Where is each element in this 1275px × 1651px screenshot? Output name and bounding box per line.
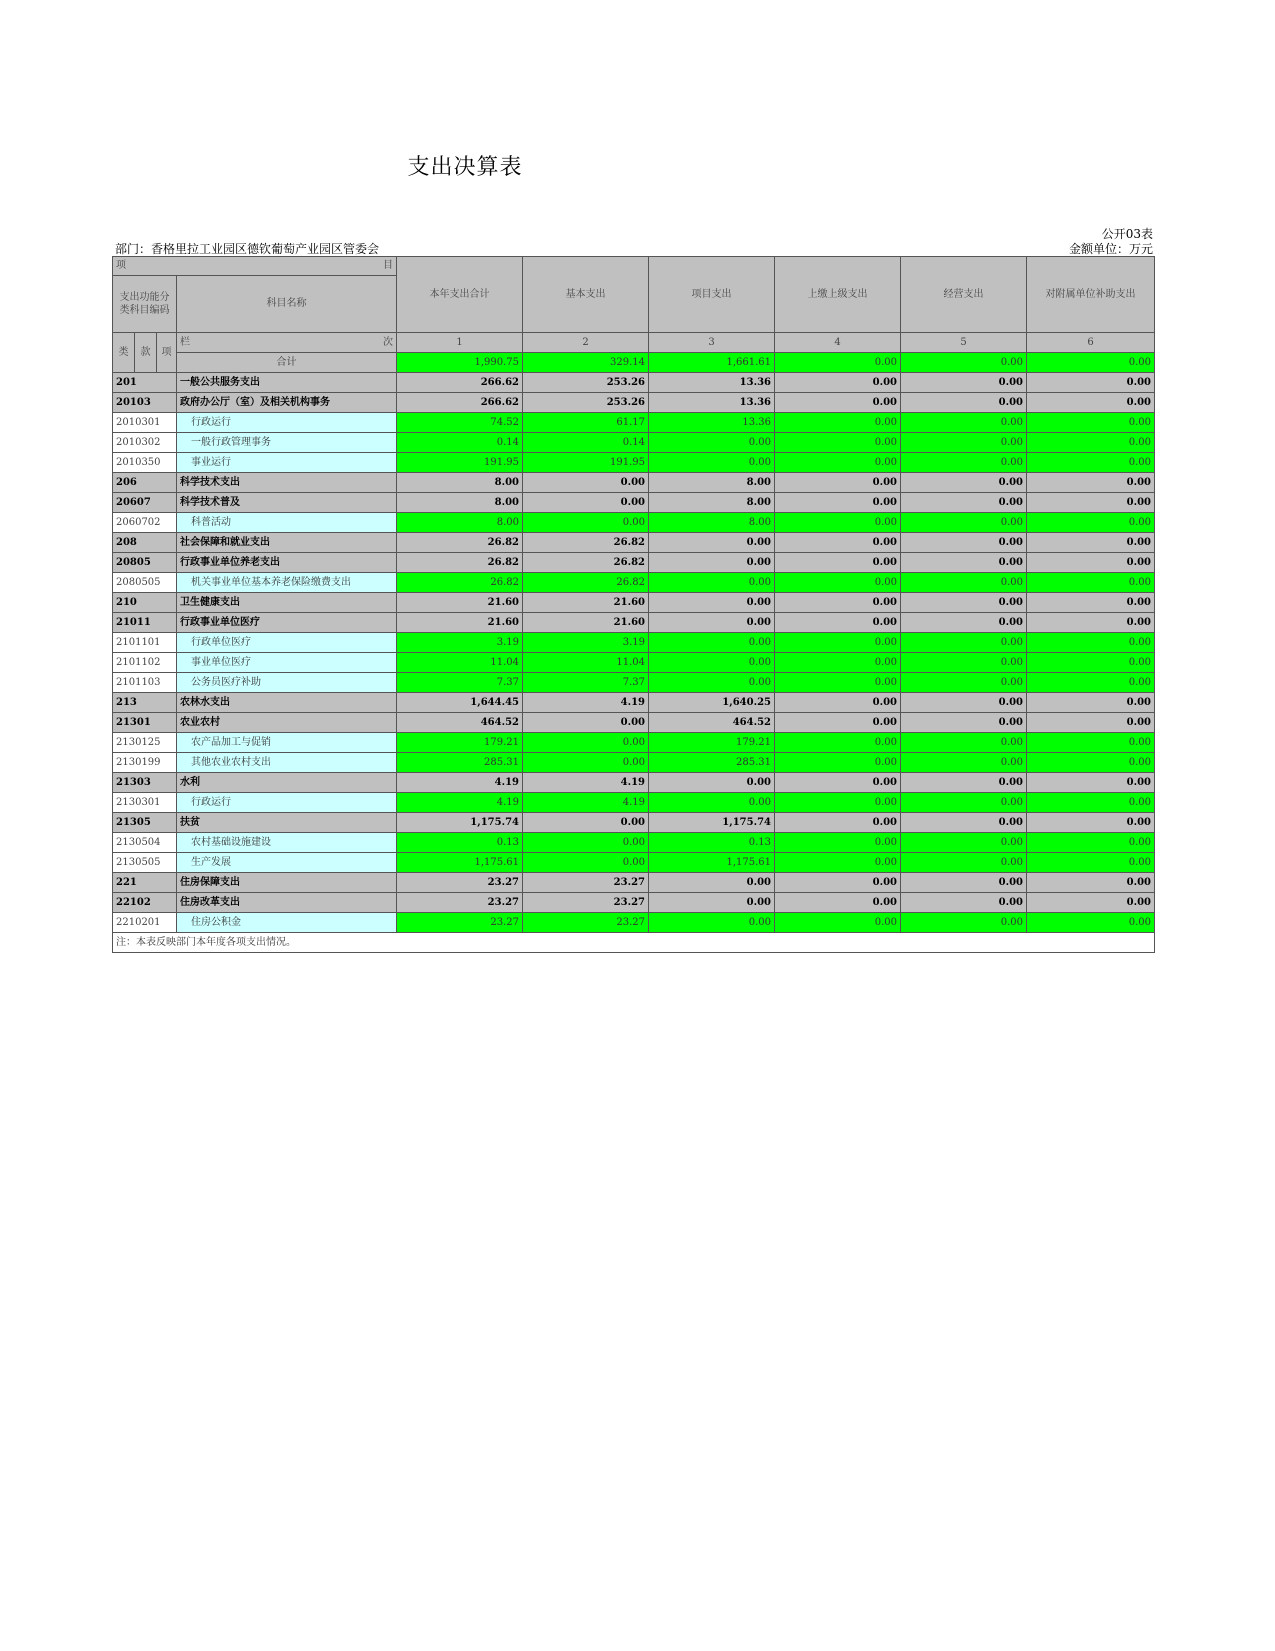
amount-cell: 0.00 [523, 473, 649, 493]
table-row [113, 593, 1155, 613]
col-header-4: 上缴上级支出 [775, 257, 901, 333]
subject-code: 2130199 [113, 753, 177, 773]
subject-name: 卫生健康支出 [177, 593, 397, 613]
amount-cell: 0.00 [901, 913, 1027, 933]
amount-cell: 1,175.61 [397, 853, 523, 873]
amount-cell: 0.00 [1027, 733, 1155, 753]
subject-name: 机关事业单位基本养老保险缴费支出 [177, 573, 397, 593]
amount-cell: 0.00 [649, 673, 775, 693]
amount-cell: 4.19 [523, 773, 649, 793]
amount-cell: 26.82 [397, 533, 523, 553]
subject-name: 住房公积金 [177, 913, 397, 933]
amount-cell: 191.95 [523, 453, 649, 473]
subject-name: 生产发展 [177, 853, 397, 873]
subject-code: 2101102 [113, 653, 177, 673]
amount-cell: 0.00 [1027, 593, 1155, 613]
amount-cell: 3.19 [397, 633, 523, 653]
amount-cell: 0.00 [775, 573, 901, 593]
subject-name: 政府办公厅（室）及相关机构事务 [177, 393, 397, 413]
amount-cell: 21.60 [397, 613, 523, 633]
subject-code: 21011 [113, 613, 177, 633]
subject-name: 科学技术普及 [177, 493, 397, 513]
amount-cell: 0.00 [649, 913, 775, 933]
form-number: 公开03表 [1101, 227, 1153, 241]
subject-code: 2130301 [113, 793, 177, 813]
amount-cell: 0.00 [1027, 833, 1155, 853]
amount-cell: 0.00 [775, 613, 901, 633]
amount-cell: 0.13 [397, 833, 523, 853]
amount-cell: 8.00 [649, 493, 775, 513]
amount-cell: 4.19 [523, 693, 649, 713]
amount-cell: 0.00 [901, 753, 1027, 773]
subject-name: 扶贫 [177, 813, 397, 833]
subject-code: 2010350 [113, 453, 177, 473]
total-value-6: 0.00 [1027, 353, 1155, 373]
amount-cell: 11.04 [523, 653, 649, 673]
column-number-6: 6 [1027, 333, 1155, 353]
subject-name: 农业农村 [177, 713, 397, 733]
table-row [113, 713, 1155, 733]
table-row [113, 493, 1155, 513]
subject-code: 2080505 [113, 573, 177, 593]
amount-cell: 23.27 [397, 873, 523, 893]
amount-cell: 7.37 [523, 673, 649, 693]
subject-code: 21301 [113, 713, 177, 733]
amount-cell: 0.00 [775, 473, 901, 493]
amount-cell: 0.00 [523, 713, 649, 733]
amount-cell: 23.27 [523, 873, 649, 893]
amount-cell: 8.00 [397, 513, 523, 533]
amount-cell: 21.60 [523, 613, 649, 633]
amount-cell: 0.00 [1027, 493, 1155, 513]
subject-code: 208 [113, 533, 177, 553]
amount-cell: 0.00 [1027, 853, 1155, 873]
amount-cell: 0.00 [775, 553, 901, 573]
subject-name: 行政事业单位医疗 [177, 613, 397, 633]
subject-code: 2101101 [113, 633, 177, 653]
subject-name: 行政运行 [177, 793, 397, 813]
amount-cell: 0.00 [901, 553, 1027, 573]
code-label: 支出功能分类科目编码 [113, 276, 177, 333]
page-title: 支出决算表 [407, 155, 523, 180]
table-row [113, 413, 1155, 433]
kuan-label: 款 [135, 333, 157, 373]
subject-name: 科普活动 [177, 513, 397, 533]
amount-cell: 0.00 [901, 493, 1027, 513]
table-row [113, 553, 1155, 573]
amount-cell: 0.00 [901, 533, 1027, 553]
amount-cell: 0.00 [649, 793, 775, 813]
amount-cell: 0.00 [775, 893, 901, 913]
amount-cell: 61.17 [523, 413, 649, 433]
amount-cell: 0.00 [1027, 913, 1155, 933]
amount-cell: 0.00 [775, 493, 901, 513]
amount-cell: 0.00 [901, 833, 1027, 853]
amount-cell: 13.36 [649, 413, 775, 433]
amount-cell: 0.00 [1027, 513, 1155, 533]
table-row [113, 453, 1155, 473]
amount-cell: 0.00 [523, 813, 649, 833]
col-header-2: 基本支出 [523, 257, 649, 333]
amount-cell: 253.26 [523, 393, 649, 413]
subject-name: 农林水支出 [177, 693, 397, 713]
table-row [113, 393, 1155, 413]
amount-cell: 0.00 [649, 633, 775, 653]
total-value-3: 1,661.61 [649, 353, 775, 373]
column-number-1: 1 [397, 333, 523, 353]
amount-cell: 0.00 [1027, 413, 1155, 433]
table-row [113, 613, 1155, 633]
amount-cell: 26.82 [523, 553, 649, 573]
amount-cell: 1,640.25 [649, 693, 775, 713]
amount-cell: 0.00 [775, 713, 901, 733]
amount-cell: 0.00 [1027, 813, 1155, 833]
amount-cell: 0.00 [649, 593, 775, 613]
column-number-4: 4 [775, 333, 901, 353]
amount-cell: 0.00 [775, 693, 901, 713]
subject-name: 事业单位医疗 [177, 653, 397, 673]
subject-name: 农村基础设施建设 [177, 833, 397, 853]
subject-name: 科学技术支出 [177, 473, 397, 493]
amount-cell: 4.19 [397, 773, 523, 793]
subject-code: 210 [113, 593, 177, 613]
subject-code: 221 [113, 873, 177, 893]
amount-cell: 0.14 [523, 433, 649, 453]
amount-cell: 0.00 [649, 553, 775, 573]
total-value-1: 1,990.75 [397, 353, 523, 373]
subject-code: 20805 [113, 553, 177, 573]
amount-cell: 0.00 [775, 413, 901, 433]
amount-cell: 21.60 [397, 593, 523, 613]
subject-code: 2130504 [113, 833, 177, 853]
amount-cell: 0.00 [775, 873, 901, 893]
amount-cell: 0.00 [523, 753, 649, 773]
subject-code: 22102 [113, 893, 177, 913]
table-row [113, 893, 1155, 913]
amount-cell: 0.00 [775, 373, 901, 393]
department-label: 部门：香格里拉工业园区德钦葡萄产业园区管委会 [115, 242, 380, 256]
table-row [113, 793, 1155, 813]
amount-cell: 0.00 [901, 853, 1027, 873]
amount-cell: 0.00 [649, 893, 775, 913]
amount-cell: 0.14 [397, 433, 523, 453]
amount-cell: 0.00 [901, 873, 1027, 893]
subject-code: 20103 [113, 393, 177, 413]
amount-cell: 23.27 [397, 893, 523, 913]
col-header-1: 本年支出合计 [397, 257, 523, 333]
amount-cell: 0.00 [901, 453, 1027, 473]
subject-name: 行政运行 [177, 413, 397, 433]
amount-cell: 0.00 [775, 773, 901, 793]
amount-cell: 0.00 [1027, 653, 1155, 673]
amount-cell: 0.00 [775, 753, 901, 773]
table-row [113, 673, 1155, 693]
amount-cell: 1,175.74 [649, 813, 775, 833]
subject-code: 2101103 [113, 673, 177, 693]
column-number-2: 2 [523, 333, 649, 353]
amount-cell: 4.19 [523, 793, 649, 813]
table-row [113, 733, 1155, 753]
amount-cell: 0.00 [1027, 753, 1155, 773]
subject-name: 农产品加工与促销 [177, 733, 397, 753]
header-row-3 [113, 333, 1155, 353]
note-row [113, 933, 1155, 953]
amount-cell: 0.00 [775, 913, 901, 933]
total-label: 合计 [177, 353, 397, 373]
amount-cell: 266.62 [397, 393, 523, 413]
lei-label: 类 [113, 333, 135, 373]
table-row [113, 653, 1155, 673]
amount-cell: 1,175.61 [649, 853, 775, 873]
subject-name: 一般公共服务支出 [177, 373, 397, 393]
amount-cell: 0.00 [775, 513, 901, 533]
table-row [113, 433, 1155, 453]
amount-cell: 74.52 [397, 413, 523, 433]
subject-code: 206 [113, 473, 177, 493]
amount-cell: 0.00 [1027, 773, 1155, 793]
subject-name: 社会保障和就业支出 [177, 533, 397, 553]
amount-cell: 0.00 [775, 393, 901, 413]
amount-cell: 0.00 [1027, 473, 1155, 493]
amount-cell: 23.27 [523, 913, 649, 933]
amount-cell: 0.00 [901, 373, 1027, 393]
table-row [113, 913, 1155, 933]
table-row [113, 473, 1155, 493]
amount-cell: 0.00 [649, 573, 775, 593]
table-row [113, 513, 1155, 533]
amount-cell: 0.00 [523, 493, 649, 513]
header-xiang: 项 [113, 257, 177, 276]
subject-code: 2010302 [113, 433, 177, 453]
table-row [113, 773, 1155, 793]
subject-code: 201 [113, 373, 177, 393]
subject-name: 事业运行 [177, 453, 397, 473]
amount-cell: 0.00 [901, 653, 1027, 673]
amount-cell: 26.82 [397, 573, 523, 593]
amount-cell: 0.00 [1027, 693, 1155, 713]
amount-cell: 0.00 [901, 633, 1027, 653]
total-value-2: 329.14 [523, 353, 649, 373]
header-row-1 [113, 257, 1155, 276]
amount-cell: 0.00 [775, 433, 901, 453]
amount-cell: 26.82 [523, 573, 649, 593]
amount-cell: 0.00 [775, 633, 901, 653]
subject-name: 行政单位医疗 [177, 633, 397, 653]
amount-cell: 0.00 [649, 453, 775, 473]
amount-cell: 23.27 [523, 893, 649, 913]
subject-name: 一般行政管理事务 [177, 433, 397, 453]
header-mu: 目 [177, 257, 397, 276]
total-value-5: 0.00 [901, 353, 1027, 373]
amount-cell: 8.00 [649, 513, 775, 533]
subject-code: 2130505 [113, 853, 177, 873]
table-row [113, 633, 1155, 653]
total-row [113, 353, 1155, 373]
amount-cell: 26.82 [523, 533, 649, 553]
amount-cell: 4.19 [397, 793, 523, 813]
amount-cell: 0.00 [775, 453, 901, 473]
amount-cell: 0.00 [1027, 673, 1155, 693]
subject-name: 公务员医疗补助 [177, 673, 397, 693]
amount-cell: 0.00 [775, 593, 901, 613]
table-row [113, 573, 1155, 593]
subject-name: 其他农业农村支出 [177, 753, 397, 773]
amount-cell: 0.00 [901, 673, 1027, 693]
amount-cell: 0.00 [901, 593, 1027, 613]
amount-cell: 0.13 [649, 833, 775, 853]
amount-cell: 0.00 [901, 433, 1027, 453]
amount-cell: 0.00 [775, 673, 901, 693]
amount-cell: 13.36 [649, 393, 775, 413]
amount-cell: 0.00 [775, 733, 901, 753]
amount-cell: 0.00 [1027, 393, 1155, 413]
amount-cell: 0.00 [901, 773, 1027, 793]
amount-cell: 3.19 [523, 633, 649, 653]
amount-cell: 464.52 [397, 713, 523, 733]
amount-cell: 26.82 [397, 553, 523, 573]
amount-cell: 0.00 [649, 773, 775, 793]
table-note: 注：本表反映部门本年度各项支出情况。 [113, 933, 1155, 953]
column-number-5: 5 [901, 333, 1027, 353]
amount-cell: 13.36 [649, 373, 775, 393]
amount-cell: 253.26 [523, 373, 649, 393]
amount-cell: 21.60 [523, 593, 649, 613]
amount-cell: 8.00 [397, 493, 523, 513]
amount-cell: 0.00 [775, 833, 901, 853]
subject-name: 行政事业单位养老支出 [177, 553, 397, 573]
table-row [113, 693, 1155, 713]
amount-cell: 464.52 [649, 713, 775, 733]
amount-cell: 0.00 [1027, 633, 1155, 653]
amount-cell: 0.00 [901, 733, 1027, 753]
amount-cell: 0.00 [1027, 453, 1155, 473]
table-row [113, 753, 1155, 773]
amount-cell: 0.00 [1027, 433, 1155, 453]
table-row [113, 833, 1155, 853]
ci-label: 次 [383, 336, 393, 348]
amount-cell: 0.00 [901, 693, 1027, 713]
amount-cell: 0.00 [775, 793, 901, 813]
table-row [113, 373, 1155, 393]
amount-cell: 0.00 [523, 733, 649, 753]
amount-cell: 0.00 [901, 393, 1027, 413]
name-label: 科目名称 [177, 276, 397, 333]
amount-cell: 0.00 [901, 513, 1027, 533]
amount-cell: 0.00 [901, 413, 1027, 433]
amount-cell: 0.00 [1027, 533, 1155, 553]
table-row [113, 813, 1155, 833]
subject-code: 2060702 [113, 513, 177, 533]
lan-label: 栏 [180, 336, 190, 348]
table-row [113, 853, 1155, 873]
amount-cell: 7.37 [397, 673, 523, 693]
subject-code: 21305 [113, 813, 177, 833]
table-row [113, 873, 1155, 893]
amount-cell: 0.00 [901, 713, 1027, 733]
table-row [113, 533, 1155, 553]
amount-cell: 11.04 [397, 653, 523, 673]
amount-cell: 0.00 [901, 893, 1027, 913]
subject-code: 2010301 [113, 413, 177, 433]
col-header-5: 经营支出 [901, 257, 1027, 333]
amount-cell: 285.31 [397, 753, 523, 773]
amount-cell: 179.21 [397, 733, 523, 753]
amount-cell: 0.00 [1027, 613, 1155, 633]
amount-cell: 1,644.45 [397, 693, 523, 713]
amount-cell: 0.00 [649, 533, 775, 553]
amount-cell: 0.00 [901, 613, 1027, 633]
amount-cell: 0.00 [775, 653, 901, 673]
amount-cell: 0.00 [1027, 893, 1155, 913]
amount-cell: 0.00 [1027, 553, 1155, 573]
col-header-6: 对附属单位补助支出 [1027, 257, 1155, 333]
amount-cell: 0.00 [901, 813, 1027, 833]
amount-cell: 0.00 [649, 613, 775, 633]
col-header-3: 项目支出 [649, 257, 775, 333]
amount-cell: 23.27 [397, 913, 523, 933]
amount-cell: 0.00 [901, 473, 1027, 493]
amount-unit-label: 金额单位：万元 [1068, 242, 1153, 256]
amount-cell: 0.00 [1027, 373, 1155, 393]
amount-cell: 1,175.74 [397, 813, 523, 833]
amount-cell: 0.00 [649, 873, 775, 893]
amount-cell: 8.00 [649, 473, 775, 493]
xiang-label: 项 [157, 333, 177, 373]
subject-name: 住房改革支出 [177, 893, 397, 913]
amount-cell: 0.00 [775, 533, 901, 553]
amount-cell: 285.31 [649, 753, 775, 773]
subject-code: 2210201 [113, 913, 177, 933]
amount-cell: 191.95 [397, 453, 523, 473]
amount-cell: 266.62 [397, 373, 523, 393]
amount-cell: 0.00 [1027, 793, 1155, 813]
subject-name: 住房保障支出 [177, 873, 397, 893]
amount-cell: 0.00 [649, 433, 775, 453]
amount-cell: 0.00 [1027, 573, 1155, 593]
amount-cell: 0.00 [1027, 713, 1155, 733]
amount-cell: 0.00 [649, 653, 775, 673]
amount-cell: 179.21 [649, 733, 775, 753]
amount-cell: 0.00 [1027, 873, 1155, 893]
total-value-4: 0.00 [775, 353, 901, 373]
expenditure-table [112, 256, 1155, 953]
amount-cell: 8.00 [397, 473, 523, 493]
subject-code: 2130125 [113, 733, 177, 753]
subject-code: 213 [113, 693, 177, 713]
amount-cell: 0.00 [901, 793, 1027, 813]
amount-cell: 0.00 [775, 813, 901, 833]
subject-name: 水利 [177, 773, 397, 793]
amount-cell: 0.00 [523, 833, 649, 853]
amount-cell: 0.00 [523, 513, 649, 533]
amount-cell: 0.00 [901, 573, 1027, 593]
amount-cell: 0.00 [523, 853, 649, 873]
subject-code: 21303 [113, 773, 177, 793]
column-number-3: 3 [649, 333, 775, 353]
lan-ci-cell [177, 333, 397, 353]
subject-code: 20607 [113, 493, 177, 513]
amount-cell: 0.00 [775, 853, 901, 873]
